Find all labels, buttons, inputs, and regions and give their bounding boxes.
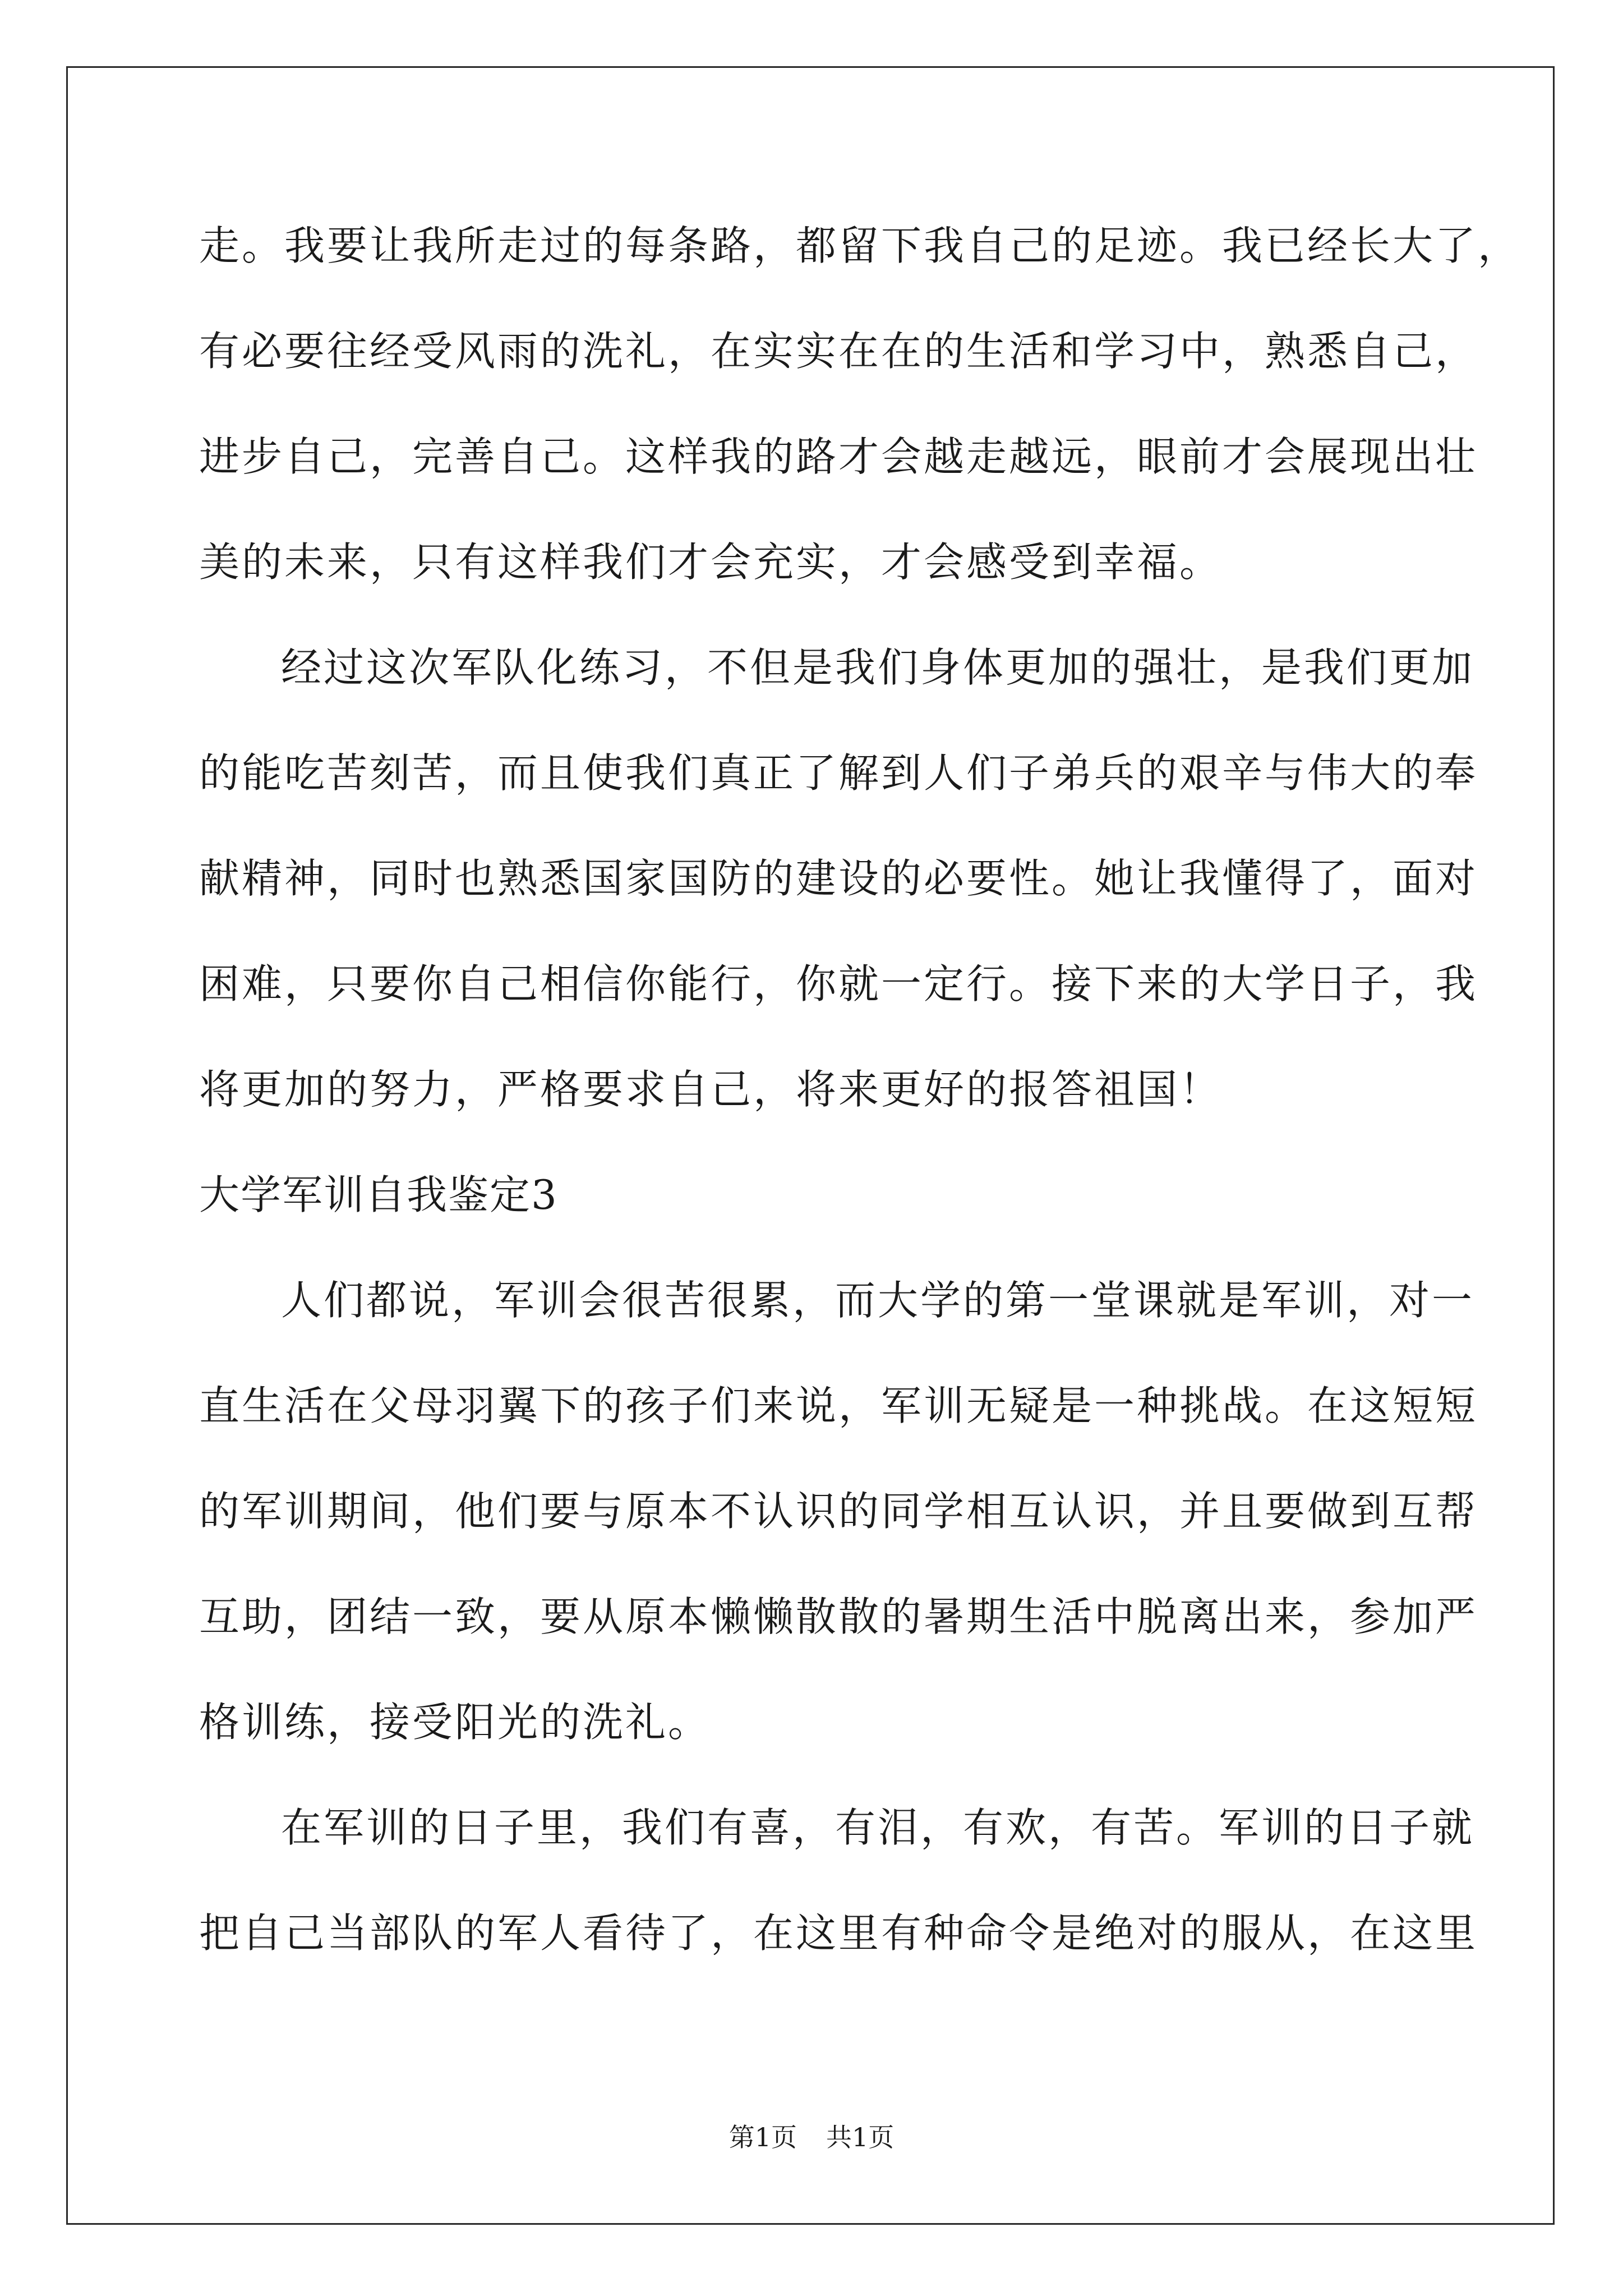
section-heading: 大学军训自我鉴定3 (199, 1171, 558, 1218)
text-line-14: 互助，团结一致，要从原本懒懒散散的暑期生活中脱离出来，参加严 (199, 1593, 1478, 1640)
page-total: 共1页 (826, 2122, 895, 2152)
text-line-16: 在军训的日子里，我们有喜，有泪，有欢，有苦。军训的日子就 (281, 1804, 1475, 1851)
text-line-15: 格训练，接受阳光的洗礼。 (199, 1699, 711, 1746)
text-line-9: 将更加的努力，严格要求自己，将来更好的报答祖国！ (199, 1066, 1223, 1113)
page-number: 第1页 (728, 2122, 797, 2152)
text-line-2: 有必要往经受风雨的洗礼，在实实在在的生活和学习中，熟悉自己， (199, 328, 1478, 375)
text-line-11: 人们都说，军训会很苦很累，而大学的第一堂课就是军训，对一 (281, 1277, 1475, 1324)
text-line-4: 美的未来，只有这样我们才会充实，才会感受到幸福。 (199, 539, 1223, 586)
text-line-3: 进步自己，完善自己。这样我的路才会越走越远，眼前才会展现出壮 (199, 433, 1478, 480)
text-line-6: 的能吃苦刻苦，而且使我们真正了解到人们子弟兵的艰辛与伟大的奉 (199, 749, 1478, 797)
text-line-8: 困难，只要你自己相信你能行，你就一定行。接下来的大学日子，我 (199, 960, 1478, 1007)
text-line-12: 直生活在父母羽翼下的孩子们来说，军训无疑是一种挑战。在这短短 (199, 1382, 1478, 1429)
text-line-7: 献精神，同时也熟悉国家国防的建设的必要性。她让我懂得了，面对 (199, 855, 1478, 902)
page-footer (0, 2120, 1623, 2154)
text-line-1: 走。我要让我所走过的每条路，都留下我自己的足迹。我已经长大了， (199, 222, 1521, 269)
text-line-13: 的军训期间，他们要与原本不认识的同学相互认识，并且要做到互帮 (199, 1488, 1478, 1535)
text-line-17: 把自己当部队的军人看待了，在这里有种命令是绝对的服从，在这里 (199, 1910, 1478, 1957)
text-line-5: 经过这次军队化练习，不但是我们身体更加的强壮，是我们更加 (281, 644, 1475, 691)
document-body (199, 218, 1521, 2010)
